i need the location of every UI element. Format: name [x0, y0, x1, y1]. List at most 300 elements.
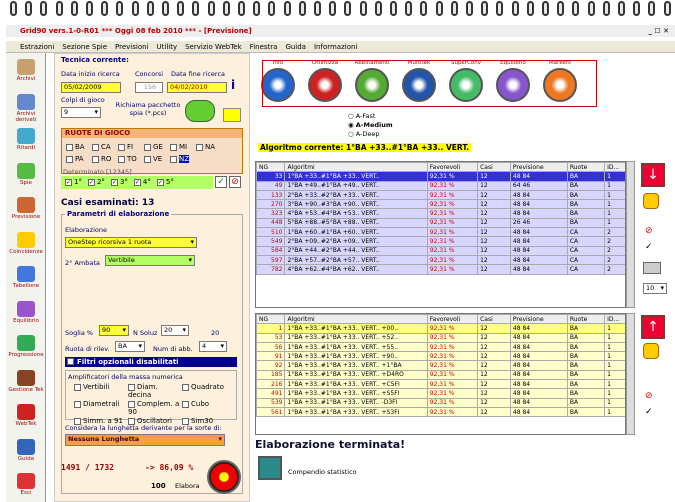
ambata-select[interactable]: Vertibile ▾: [105, 255, 195, 266]
table-cell: 53: [257, 333, 285, 342]
menu-item[interactable]: Informazioni: [313, 43, 358, 51]
ampl-checkbox[interactable]: [128, 400, 182, 416]
binder-ring: [375, 1, 382, 16]
binder-ring: [329, 1, 336, 16]
table-cell: 12: [478, 209, 511, 218]
table-cell: 12: [478, 324, 511, 333]
table-cell: 12: [478, 265, 511, 274]
menu-item[interactable]: Finestra: [249, 43, 278, 51]
table-cell: 1: [605, 218, 626, 227]
menu-bar: [6, 41, 675, 53]
table-cell: 48 84: [510, 172, 567, 181]
results-table-bottom[interactable]: [255, 313, 626, 435]
ampl-label: Complem. a 90: [128, 400, 180, 416]
table-cell: 1°BA +33..#1°BA +33.. VERT.. +52..: [285, 333, 427, 342]
toolbar-label: Markers: [549, 60, 571, 66]
radio-label: A-Fast: [355, 112, 376, 120]
table-cell: BA: [567, 190, 604, 199]
table-cell: 1°BA +33..#1°BA +33.. VERT.. +90..: [285, 352, 427, 361]
table-cell: 1: [605, 398, 626, 407]
column-header[interactable]: Algoritmi: [285, 163, 427, 172]
ampl-group: [65, 370, 237, 425]
menu-item[interactable]: Estrazioni: [20, 43, 55, 51]
table-cell: 782: [257, 265, 285, 274]
up-arrow-button[interactable]: ↑: [641, 315, 665, 339]
table-cell: 12: [478, 246, 511, 255]
table-cell: 597: [257, 255, 285, 264]
table-row[interactable]: [257, 246, 627, 255]
table-cell: 2: [605, 237, 626, 246]
binder-ring: [238, 1, 245, 16]
ampl-checkbox[interactable]: [182, 383, 236, 399]
table-cell: 48 84: [510, 190, 567, 199]
table-cell: 48 84: [510, 255, 567, 264]
table-cell: BA: [567, 218, 604, 227]
table-cell: 92,31 %: [427, 172, 477, 181]
ampl-checkbox[interactable]: [128, 383, 182, 399]
elab-label: Elaborazione: [65, 226, 107, 234]
column-header[interactable]: ID...: [605, 163, 626, 172]
table-cell: 1: [605, 361, 626, 370]
table-cell: 48 84: [510, 407, 567, 416]
table-cell: 48 84: [510, 265, 567, 274]
table-cell: 491: [257, 389, 285, 398]
table-cell: 1°BA +33..#1°BA +33.. VERT.. +1°BA: [285, 361, 427, 370]
table-cell: 92,31 %: [427, 407, 477, 416]
elabora-button[interactable]: [207, 460, 241, 494]
sidebar-item[interactable]: [8, 163, 44, 186]
color-swatch[interactable]: [223, 108, 241, 122]
table-cell: 1: [257, 324, 285, 333]
det-label: 1°: [74, 178, 82, 186]
toolbar-label: Equilibrio: [500, 60, 526, 66]
ruota-label: GE: [153, 143, 163, 151]
ruota-checkbox[interactable]: [144, 141, 170, 153]
sidebar-item[interactable]: [8, 94, 44, 123]
binder-ring: [451, 1, 458, 16]
table-row[interactable]: [257, 389, 627, 398]
table-cell: 92,31 %: [427, 228, 477, 237]
table-cell: 12: [478, 389, 511, 398]
table-cell: 92,31 %: [427, 342, 477, 351]
column-header[interactable]: Ruote: [567, 315, 604, 324]
binder-ring: [360, 1, 367, 16]
tecnica-label: Tecnica corrente:: [61, 56, 129, 64]
ruota-checkbox[interactable]: [92, 141, 118, 153]
ruota-checkbox[interactable]: [92, 153, 118, 165]
table-cell: BA: [567, 342, 604, 351]
binder-ring: [648, 1, 655, 16]
table-cell: 92,31 %: [427, 389, 477, 398]
check-icon[interactable]: ✓: [215, 176, 227, 188]
table-row[interactable]: [257, 237, 627, 246]
results-table-top[interactable]: [255, 161, 626, 308]
binder-ring: [481, 1, 488, 16]
table-row[interactable]: [257, 181, 627, 190]
ruota-rilev-label: Ruota di rilev.: [65, 345, 110, 353]
ampl-label: Diam. decina: [128, 383, 158, 399]
table-cell: 2: [605, 228, 626, 237]
table-row[interactable]: [257, 172, 627, 181]
sidebar-icon: [17, 197, 35, 213]
ruota-label: NA: [205, 143, 216, 151]
table-cell: 1: [605, 342, 626, 351]
table-cell: 133: [257, 190, 285, 199]
cancel-icon[interactable]: ⊘: [229, 176, 241, 188]
table-cell: 2°BA +33..#2°BA +33.. VERT..: [285, 190, 427, 199]
table-cell: 92,31 %: [427, 255, 477, 264]
sidebar-label: Tabellone: [13, 283, 39, 289]
sidebar-item[interactable]: [8, 197, 44, 220]
table-cell: 1: [605, 407, 626, 416]
table-cell: 2: [605, 255, 626, 264]
table-cell: 12: [478, 361, 511, 370]
ruota-label: FI: [127, 143, 134, 151]
binder-ring: [512, 1, 519, 16]
det-checkbox[interactable]: ✓ 5°: [157, 178, 174, 186]
binder-ring: [56, 1, 63, 16]
table-cell: 12: [478, 228, 511, 237]
table-cell: 12: [478, 218, 511, 227]
binder-ring: [588, 1, 595, 16]
sidebar-icon: [17, 439, 35, 455]
binder-ring: [253, 1, 260, 16]
page-select[interactable]: 10 ▾: [643, 283, 667, 294]
table-cell: 48 84: [510, 333, 567, 342]
parameters-panel: [54, 53, 250, 502]
sidebar-item[interactable]: [8, 266, 44, 289]
ruota-rilev-select[interactable]: BA ▾: [115, 341, 145, 352]
sidebar-label: Archivi derivati: [15, 110, 37, 123]
table-row[interactable]: [257, 255, 627, 264]
table-cell: 56: [257, 342, 285, 351]
radio-option[interactable]: ◉ A-Medium: [348, 121, 393, 129]
concorsi-label: Concorsi: [135, 70, 164, 78]
sidebar: [6, 53, 46, 502]
casi-esaminati: Casi esaminati: 13: [61, 198, 155, 208]
ruota-label: TO: [127, 155, 137, 163]
binder-ring: [390, 1, 397, 16]
table-cell: 1: [605, 190, 626, 199]
table-row[interactable]: [257, 380, 627, 389]
table-cell: 92,31 %: [427, 200, 477, 209]
table-cell: 1: [605, 370, 626, 379]
nsoluz-value: 20: [211, 329, 220, 337]
table-cell: 549: [257, 237, 285, 246]
table-cell: 510: [257, 228, 285, 237]
column-header[interactable]: Favorevoli: [427, 315, 477, 324]
sidebar-label: Esci: [20, 490, 32, 496]
table-cell: 1°BA +33..#1°BA +33.. VERT..: [285, 172, 427, 181]
binder-ring: [284, 1, 291, 16]
table-cell: 12: [478, 172, 511, 181]
compendio-label: Compendio statistico: [288, 468, 357, 476]
toolbar-label: Info: [272, 60, 284, 66]
binder-ring: [101, 1, 108, 16]
table-cell: 48 84: [510, 361, 567, 370]
jar-icon[interactable]: [643, 193, 659, 209]
ampl-label: Cubo: [191, 400, 210, 408]
table-cell: CA: [567, 246, 604, 255]
sidebar-icon: [17, 473, 35, 489]
binder-ring: [10, 1, 17, 16]
menu-item[interactable]: Sezione Spie: [62, 43, 108, 51]
det-label: 3°: [119, 178, 128, 186]
ampl-checkbox[interactable]: [182, 400, 236, 416]
table-cell: 1: [605, 209, 626, 218]
table-cell: BA: [567, 181, 604, 190]
column-header[interactable]: Previsione: [510, 315, 567, 324]
sidebar-item[interactable]: [8, 59, 44, 82]
table-cell: BA: [567, 209, 604, 218]
sidebar-label: Previsione: [11, 214, 41, 220]
det-checkbox[interactable]: ✓ 4°: [134, 178, 151, 186]
binder-ring: [664, 1, 671, 16]
spy-glass-icon[interactable]: [185, 100, 215, 122]
ampl-label: Quadrato: [191, 383, 224, 391]
table-row[interactable]: [257, 190, 627, 199]
table-row[interactable]: [257, 352, 627, 361]
table-cell: 92,31 %: [427, 324, 477, 333]
table-cell: 4°BA +62..#4°BA +62.. VERT..: [285, 265, 427, 274]
table-cell: 26 46: [510, 218, 567, 227]
ampl-checkbox[interactable]: [74, 400, 128, 416]
sidebar-item[interactable]: [8, 370, 44, 393]
binder-ring: [603, 1, 610, 16]
table-cell: 448: [257, 218, 285, 227]
sidebar-icon: [17, 370, 35, 386]
ruota-checkbox[interactable]: [196, 141, 222, 153]
sidebar-item[interactable]: [8, 335, 44, 358]
column-header[interactable]: Previsione: [510, 163, 567, 172]
table-cell: 48 84: [510, 246, 567, 255]
table-row[interactable]: [257, 342, 627, 351]
sidebar-item[interactable]: [8, 301, 44, 324]
table-cell: 3°BA +90..#3°BA +90.. VERT..: [285, 200, 427, 209]
table-cell: 12: [478, 255, 511, 264]
table-cell: 539: [257, 398, 285, 407]
table-row[interactable]: [257, 209, 627, 218]
data-fine-field[interactable]: 04/02/2010: [167, 82, 227, 93]
table-cell: 2°BA +57..#2°BA +57.. VERT..: [285, 255, 427, 264]
sidebar-icon: [17, 301, 35, 317]
info-icon[interactable]: i: [231, 78, 236, 92]
scrollbar-bottom[interactable]: [626, 313, 635, 435]
sidebar-item[interactable]: [8, 232, 44, 255]
table-row[interactable]: [257, 200, 627, 209]
table-cell: 1: [605, 181, 626, 190]
nsoluz-select[interactable]: 20 ▾: [161, 325, 189, 336]
print-icon[interactable]: [643, 262, 661, 274]
sidebar-icon: [17, 335, 35, 351]
column-header[interactable]: Favorevoli: [427, 163, 477, 172]
table-cell: 1°BA +33..#1°BA +33.. VERT.. +C5FI: [285, 380, 427, 389]
lunghetta-select[interactable]: Nessuna Lunghetta ▾: [65, 434, 225, 446]
det-checkbox[interactable]: ✓ 3°: [111, 178, 128, 186]
menu-item[interactable]: Servizio WebTek: [185, 43, 242, 51]
table-cell: 1°BA +33..#1°BA +33.. VERT.. +S3FI: [285, 407, 427, 416]
det-label: 4°: [142, 178, 151, 186]
table-row[interactable]: [257, 398, 627, 407]
ruota-checkbox[interactable]: [118, 153, 144, 165]
stop-icon-2[interactable]: ⊘: [645, 391, 653, 401]
table-row[interactable]: [257, 407, 627, 416]
table-cell: 48 84: [510, 209, 567, 218]
sidebar-icon: [17, 163, 35, 179]
table-row[interactable]: [257, 361, 627, 370]
table-cell: 92,31 %: [427, 246, 477, 255]
radio-option[interactable]: ○ A-Deep: [348, 130, 380, 138]
sidebar-item[interactable]: [8, 404, 44, 427]
jar-icon-2[interactable]: [643, 343, 659, 359]
table-cell: 4°BA +53..#4°BA +53.. VERT..: [285, 209, 427, 218]
compendio-icon[interactable]: [258, 456, 282, 480]
table-cell: 49: [257, 181, 285, 190]
binder-ring: [116, 1, 123, 16]
binder-ring: [86, 1, 93, 16]
column-header[interactable]: Casi: [478, 315, 511, 324]
data-inizio-field[interactable]: 05/02/2009: [61, 82, 121, 93]
sidebar-item[interactable]: [8, 128, 44, 151]
binder-ring: [420, 1, 427, 16]
table-cell: 1°BA +60..#1°BA +60.. VERT..: [285, 228, 427, 237]
sidebar-label: Equilibrio: [13, 317, 39, 324]
binder-ring: [192, 1, 199, 16]
table-cell: 5°BA +88..#5°BA +88.. VERT..: [285, 218, 427, 227]
ruota-checkbox[interactable]: [118, 141, 144, 153]
radio-label: A-Medium: [355, 121, 393, 129]
ampl-label: Amplificatori della massa numerica: [68, 373, 183, 381]
radio-group: [348, 112, 393, 139]
table-cell: 48 84: [510, 398, 567, 407]
toolbar-frame: [262, 60, 597, 107]
ruota-checkbox[interactable]: [66, 153, 92, 165]
binder-ring: [314, 1, 321, 16]
menu-item[interactable]: Guida: [285, 43, 306, 51]
down-arrow-button[interactable]: ↓: [641, 163, 665, 187]
table-cell: 92,31 %: [427, 181, 477, 190]
scrollbar-top[interactable]: [626, 161, 635, 308]
column-header[interactable]: Casi: [478, 163, 511, 172]
check-mark-icon-2[interactable]: ✓: [645, 407, 653, 417]
determinato-row: [61, 176, 213, 189]
ampl-label: Simm. a 91: [83, 417, 123, 425]
elaborazione-select[interactable]: OneStep ricorsiva 1 ruota ▾: [65, 237, 197, 248]
algoritmo-corrente: Algoritmo corrente: 1°BA +33..#1°BA +33.. VERT.: [260, 143, 470, 152]
table-cell: 91: [257, 352, 285, 361]
table-cell: 48 84: [510, 389, 567, 398]
ruota-label: MI: [179, 143, 188, 151]
ampl-checkbox[interactable]: [74, 383, 128, 399]
check-mark-icon[interactable]: ✓: [645, 242, 653, 252]
table-row[interactable]: [257, 324, 627, 333]
window-title: Grid90 vers.1-0-R01 *** Oggi 08 feb 2010 *** - [Previsione] _ ☐ ✕: [6, 25, 675, 37]
binder-ring: [496, 1, 503, 16]
sidebar-item[interactable]: [8, 473, 44, 496]
ruota-label: VE: [153, 155, 163, 163]
stop-icon[interactable]: ⊘: [645, 226, 653, 236]
binder-ring: [542, 1, 549, 16]
sidebar-label: Spie: [20, 179, 32, 186]
table-cell: CA: [567, 237, 604, 246]
ruota-checkbox[interactable]: [170, 141, 196, 153]
column-header[interactable]: Ruote: [567, 163, 604, 172]
sidebar-icon: [17, 94, 35, 110]
table-cell: 1°BA +33..#1°BA +33.. VERT.. -D3FI: [285, 398, 427, 407]
sidebar-label: Guida: [17, 455, 35, 462]
table-row[interactable]: [257, 265, 627, 274]
table-cell: 1: [605, 172, 626, 181]
table-cell: 1: [605, 380, 626, 389]
table-cell: 2°BA +09..#2°BA +09.. VERT..: [285, 237, 427, 246]
column-header[interactable]: ID...: [605, 315, 626, 324]
table-cell: BA: [567, 398, 604, 407]
table-cell: 12: [478, 370, 511, 379]
data-inizio-label: Data inizio ricerca: [61, 70, 120, 78]
ampl-label: Vertibili: [83, 383, 110, 391]
filtri-label: Filtri opzionali disabilitati: [77, 358, 179, 366]
table-cell: 92,31 %: [427, 380, 477, 389]
sidebar-label: Gestione Tek: [8, 386, 44, 393]
column-header[interactable]: Algoritmi: [285, 315, 427, 324]
table-cell: 33: [257, 172, 285, 181]
ruota-checkbox[interactable]: [170, 153, 196, 165]
status-message: Elaborazione terminata!: [255, 438, 406, 451]
table-cell: 2: [605, 246, 626, 255]
table-cell: 2°BA +44..#2°BA +44.. VERT..: [285, 246, 427, 255]
filtri-checkbox[interactable]: [67, 358, 74, 365]
ruota-checkbox[interactable]: [66, 141, 92, 153]
table-row[interactable]: [257, 218, 627, 227]
table-cell: CA: [567, 228, 604, 237]
column-header[interactable]: NG: [257, 315, 285, 324]
table-cell: 92,31 %: [427, 218, 477, 227]
window-controls[interactable]: _ ☐ ✕: [648, 27, 669, 35]
ruota-checkbox[interactable]: [144, 153, 170, 165]
filtri-header[interactable]: [65, 357, 237, 367]
table-cell: 12: [478, 237, 511, 246]
soglia-select[interactable]: 90 ▾: [99, 325, 129, 336]
binder-ring: [466, 1, 473, 16]
menu-item[interactable]: Utility: [156, 43, 178, 51]
table-row[interactable]: [257, 228, 627, 237]
binder-ring: [208, 1, 215, 16]
det-checkbox[interactable]: ✓ 1°: [66, 178, 82, 186]
det-checkbox[interactable]: ✓ 2°: [88, 178, 105, 186]
ruota-label: CA: [101, 143, 111, 151]
colpi-select[interactable]: 9 ▾: [61, 107, 101, 118]
radio-option[interactable]: ○ A-Fast: [348, 112, 376, 120]
sidebar-label: Progressione: [8, 352, 44, 358]
menu-item[interactable]: Previsioni: [115, 43, 149, 51]
table-cell: BA: [567, 389, 604, 398]
ruote-label: RUOTE DI GIOCO: [62, 129, 242, 138]
sidebar-item[interactable]: [8, 439, 44, 462]
table-cell: 92,31 %: [427, 333, 477, 342]
table-cell: 12: [478, 333, 511, 342]
ambata-label: 2° Ambata: [65, 259, 100, 267]
table-cell: 561: [257, 407, 285, 416]
table-cell: 270: [257, 200, 285, 209]
column-header[interactable]: NG: [257, 163, 285, 172]
num-abb-select[interactable]: 4 ▾: [199, 341, 227, 352]
parametri-title: Parametri di elaborazione: [67, 210, 170, 218]
ampl-label: Sim30: [191, 417, 214, 425]
table-row[interactable]: [257, 370, 627, 379]
table-row[interactable]: [257, 333, 627, 342]
elabora-label: Elabora: [175, 482, 200, 490]
table-cell: 48 84: [510, 370, 567, 379]
